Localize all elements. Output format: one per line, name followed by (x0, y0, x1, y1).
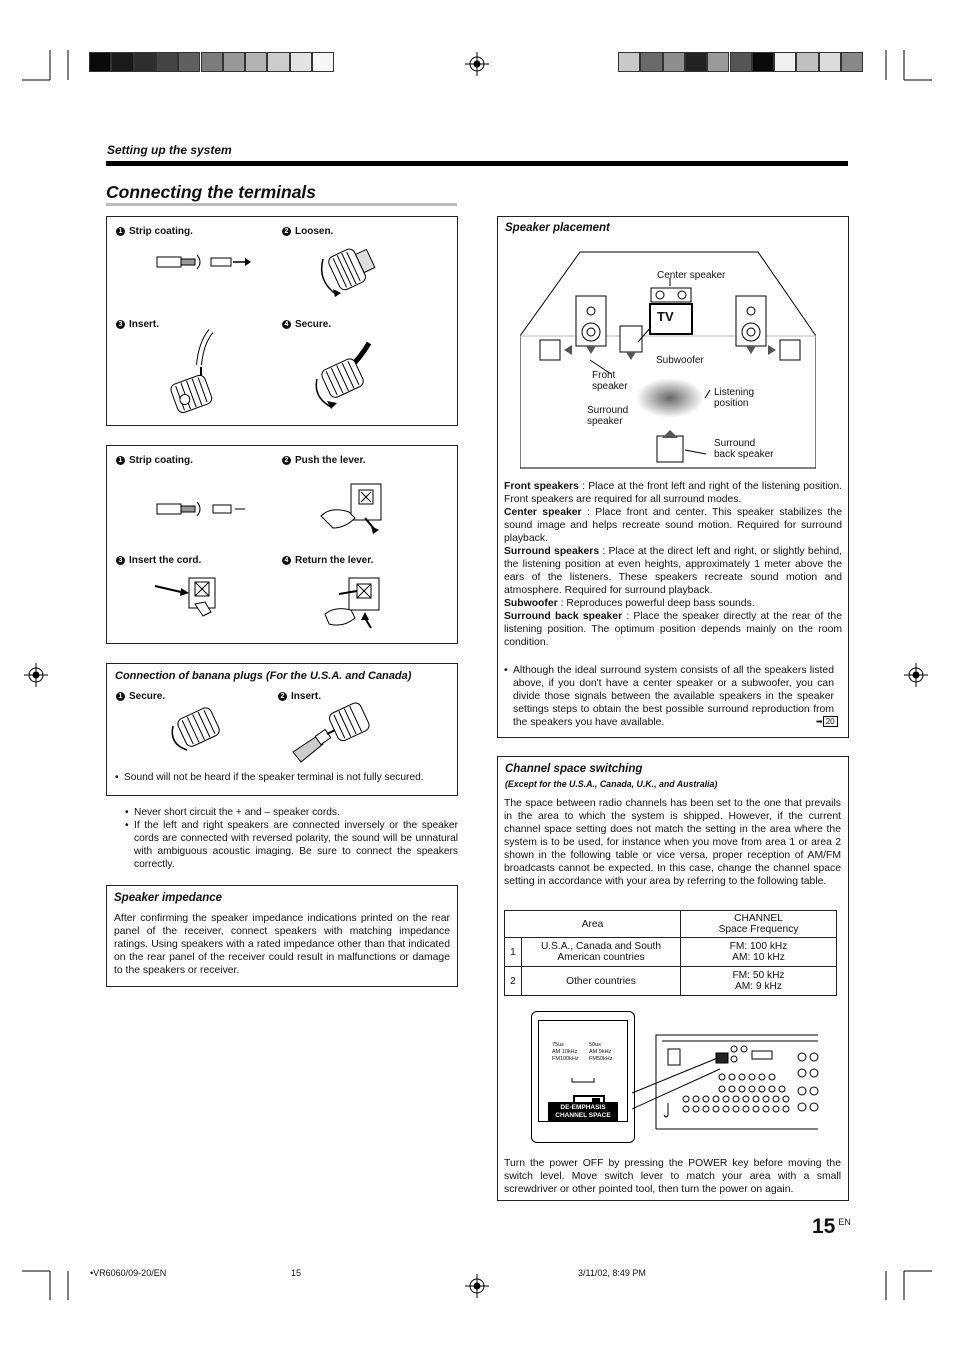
step-4-label: 4 Secure. (282, 319, 331, 330)
color-swatch (796, 52, 818, 72)
color-swatch (841, 52, 863, 72)
switch-setting-1: 75us AM 10kHz FM100kHz (552, 1042, 579, 1062)
section-label: Setting up the system (107, 143, 232, 157)
speaker-placement-title: Speaker placement (505, 222, 610, 234)
insert-cord-illustration (151, 574, 231, 620)
tv-label: TV (657, 309, 674, 324)
banana-plug-box (106, 663, 458, 796)
registration-mark-right (904, 663, 928, 687)
channel-space-text: The space between radio channels has been set to the one that prevails in the area to which the system is shipped. However, if the current channel space setting does not match the setting in the area where the system is to be used, for instance when you move from area 1 or area 2 shown in the following table or vice versa, proper reception of AM/FM broadcasts cannot be expected. In this case, change the channel space setting in accordance with your area by referring to the following table. (504, 798, 841, 887)
color-swatch (223, 52, 245, 72)
step-3-label: 3 Insert. (116, 319, 159, 330)
color-swatch (267, 52, 289, 72)
banana-secure-illustration (163, 704, 233, 754)
banana-note: • Sound will not be heard if the speaker terminal is not fully secured. (115, 772, 455, 783)
step-4-label: 4 Return the lever. (282, 555, 373, 566)
step-2-label: 2 Loosen. (282, 226, 333, 237)
color-swatch (201, 52, 223, 72)
table-row: 2 Other countries FM: 50 kHz AM: 9 kHz (505, 967, 837, 996)
step-1-label: 1 Secure. (116, 691, 165, 702)
color-swatch (178, 52, 200, 72)
color-swatch (752, 52, 774, 72)
front-speaker-label: Front speaker (592, 370, 628, 392)
placement-note: • Although the ideal surround system consists of all the speakers listed above, if you don't have a center speaker or a subwoofer, you can divide those signals between the available speakers in the speaker settings steps to obtain the best possible surround reproduction from the speakers you have available. (504, 664, 834, 729)
table-header-area: Area (505, 911, 681, 938)
registration-mark-top (465, 52, 489, 76)
speaker-impedance-text: After confirming the speaker impedance indications printed on the rear panel of the receiver, connect speakers with matching impedance ratings. Using speakers with a rated impedance other than that indicated on the rear panel of the receiver could result in malfunctions or damage to the speakers or receiver. (114, 913, 450, 976)
color-swatch (111, 52, 133, 72)
color-swatch (730, 52, 752, 72)
color-swatch (89, 52, 111, 72)
color-swatch (640, 52, 662, 72)
step-1-label: 1 Strip coating. (116, 226, 193, 237)
definition-front: Front speakers : Place at the front left and right of the listening position. Front speakers are required for all surround modes. (504, 481, 842, 505)
channel-space-title: Channel space switching (505, 763, 643, 775)
strip-coating-illustration (153, 251, 253, 275)
insert-wire-illustration (165, 327, 225, 419)
language-code: EN (838, 1217, 851, 1227)
color-swatch (819, 52, 841, 72)
speaker-impedance-title: Speaker impedance (114, 892, 223, 904)
channel-space-box (497, 756, 849, 1201)
step-1-label: 1 Strip coating. (116, 455, 193, 466)
color-swatch (290, 52, 312, 72)
speaker-impedance-box (106, 885, 458, 987)
registration-mark-bottom (465, 1274, 489, 1298)
listening-position-label: Listening position (714, 387, 755, 409)
footer-page: 15 (291, 1268, 302, 1278)
warning-item: • If the left and right speakers are connected inversely or the speaker cords are connected with reversed polarity, the sound will be unnatural with ambiguous acoustic imaging. Be sure to connect the speakers correctly. (125, 819, 458, 871)
header-rule (106, 161, 848, 166)
color-swatch (618, 52, 640, 72)
channel-space-table (504, 910, 837, 996)
color-swatch (134, 52, 156, 72)
surround-back-label: Surround back speaker (714, 438, 774, 460)
channel-space-instructions: Turn the power OFF by pressing the POWER key before moving the switch level. Move switch lever to match your area with a small screwdriver or other pointed tool, then turn the power on again. (504, 1158, 841, 1195)
footer-code: •VR6060/09-20/EN (90, 1268, 167, 1278)
definition-surround-back: Surround back speaker : Place the speaker directly at the rear of the listening position. The optimum position depends mainly on the room condition. (504, 611, 842, 648)
channel-space-subtitle: (Except for the U.S.A., Canada, U.K., and Australia) (505, 779, 718, 789)
loosen-terminal-illustration (313, 239, 383, 299)
registration-mark-left (24, 663, 48, 687)
warning-item: • Never short circuit the + and – speaker cords. (125, 806, 458, 819)
surround-speaker-label: Surround speaker (587, 405, 629, 427)
speaker-placement-box (497, 216, 849, 738)
definition-surround: Surround speakers : Place at the direct left and right, or slightly behind, the listening position at even heights, approximately 1 meter above the ears of the listeners. These speakers recreate sound motion and atmosphere. Required for surround playback. (504, 546, 843, 596)
table-header-frequency: CHANNEL Space Frequency (681, 911, 837, 938)
page-number: 15 $^{EN}$ (812, 1215, 851, 1238)
switch-closeup (531, 1011, 635, 1143)
subwoofer-label: Subwoofer (656, 355, 704, 366)
color-swatch (685, 52, 707, 72)
push-lever-illustration (317, 480, 397, 544)
secure-terminal-illustration (307, 339, 387, 409)
return-lever-illustration (319, 574, 399, 634)
title-underline (106, 203, 457, 206)
screw-terminal-box (106, 216, 458, 426)
de-emphasis-label: DE-EMPHASIS CHANNEL SPACE (548, 1102, 618, 1122)
center-speaker-label: Center speaker (657, 270, 726, 281)
definition-center: Center speaker : Place front and center. This speaker stabilizes the sound image and helps recreate sound motion. Required for surround playback. (504, 507, 842, 544)
footer-date: 3/11/02, 8:49 PM (578, 1268, 646, 1278)
color-swatch (245, 52, 267, 72)
color-swatch (663, 52, 685, 72)
warning-list (125, 806, 458, 871)
page-title: Connecting the terminals (106, 182, 317, 202)
banana-plug-title: Connection of banana plugs (For the U.S.A. and Canada) (115, 670, 412, 682)
banana-insert-illustration (287, 702, 377, 764)
speaker-definitions (504, 480, 842, 649)
step-3-label: 3 Insert the cord. (116, 555, 201, 566)
spring-terminal-box (106, 445, 458, 644)
step-2-label: 2 Push the lever. (282, 455, 366, 466)
definition-subwoofer: Subwoofer : Reproduces powerful deep bass sounds. (504, 598, 755, 609)
color-swatch (312, 52, 334, 72)
step-2-label: 2 Insert. (278, 691, 321, 702)
color-swatch (156, 52, 178, 72)
rear-panel-diagram (632, 1033, 822, 1131)
color-swatch (774, 52, 796, 72)
color-swatch (707, 52, 729, 72)
table-row: 1 U.S.A., Canada and South American countries FM: 100 kHz AM: 10 kHz (505, 938, 837, 967)
page-reference: ➡ 20 (816, 717, 838, 726)
strip-coating-illustration (153, 498, 253, 522)
switch-setting-2: 50us AM 9kHz FM50kHz (589, 1042, 613, 1062)
